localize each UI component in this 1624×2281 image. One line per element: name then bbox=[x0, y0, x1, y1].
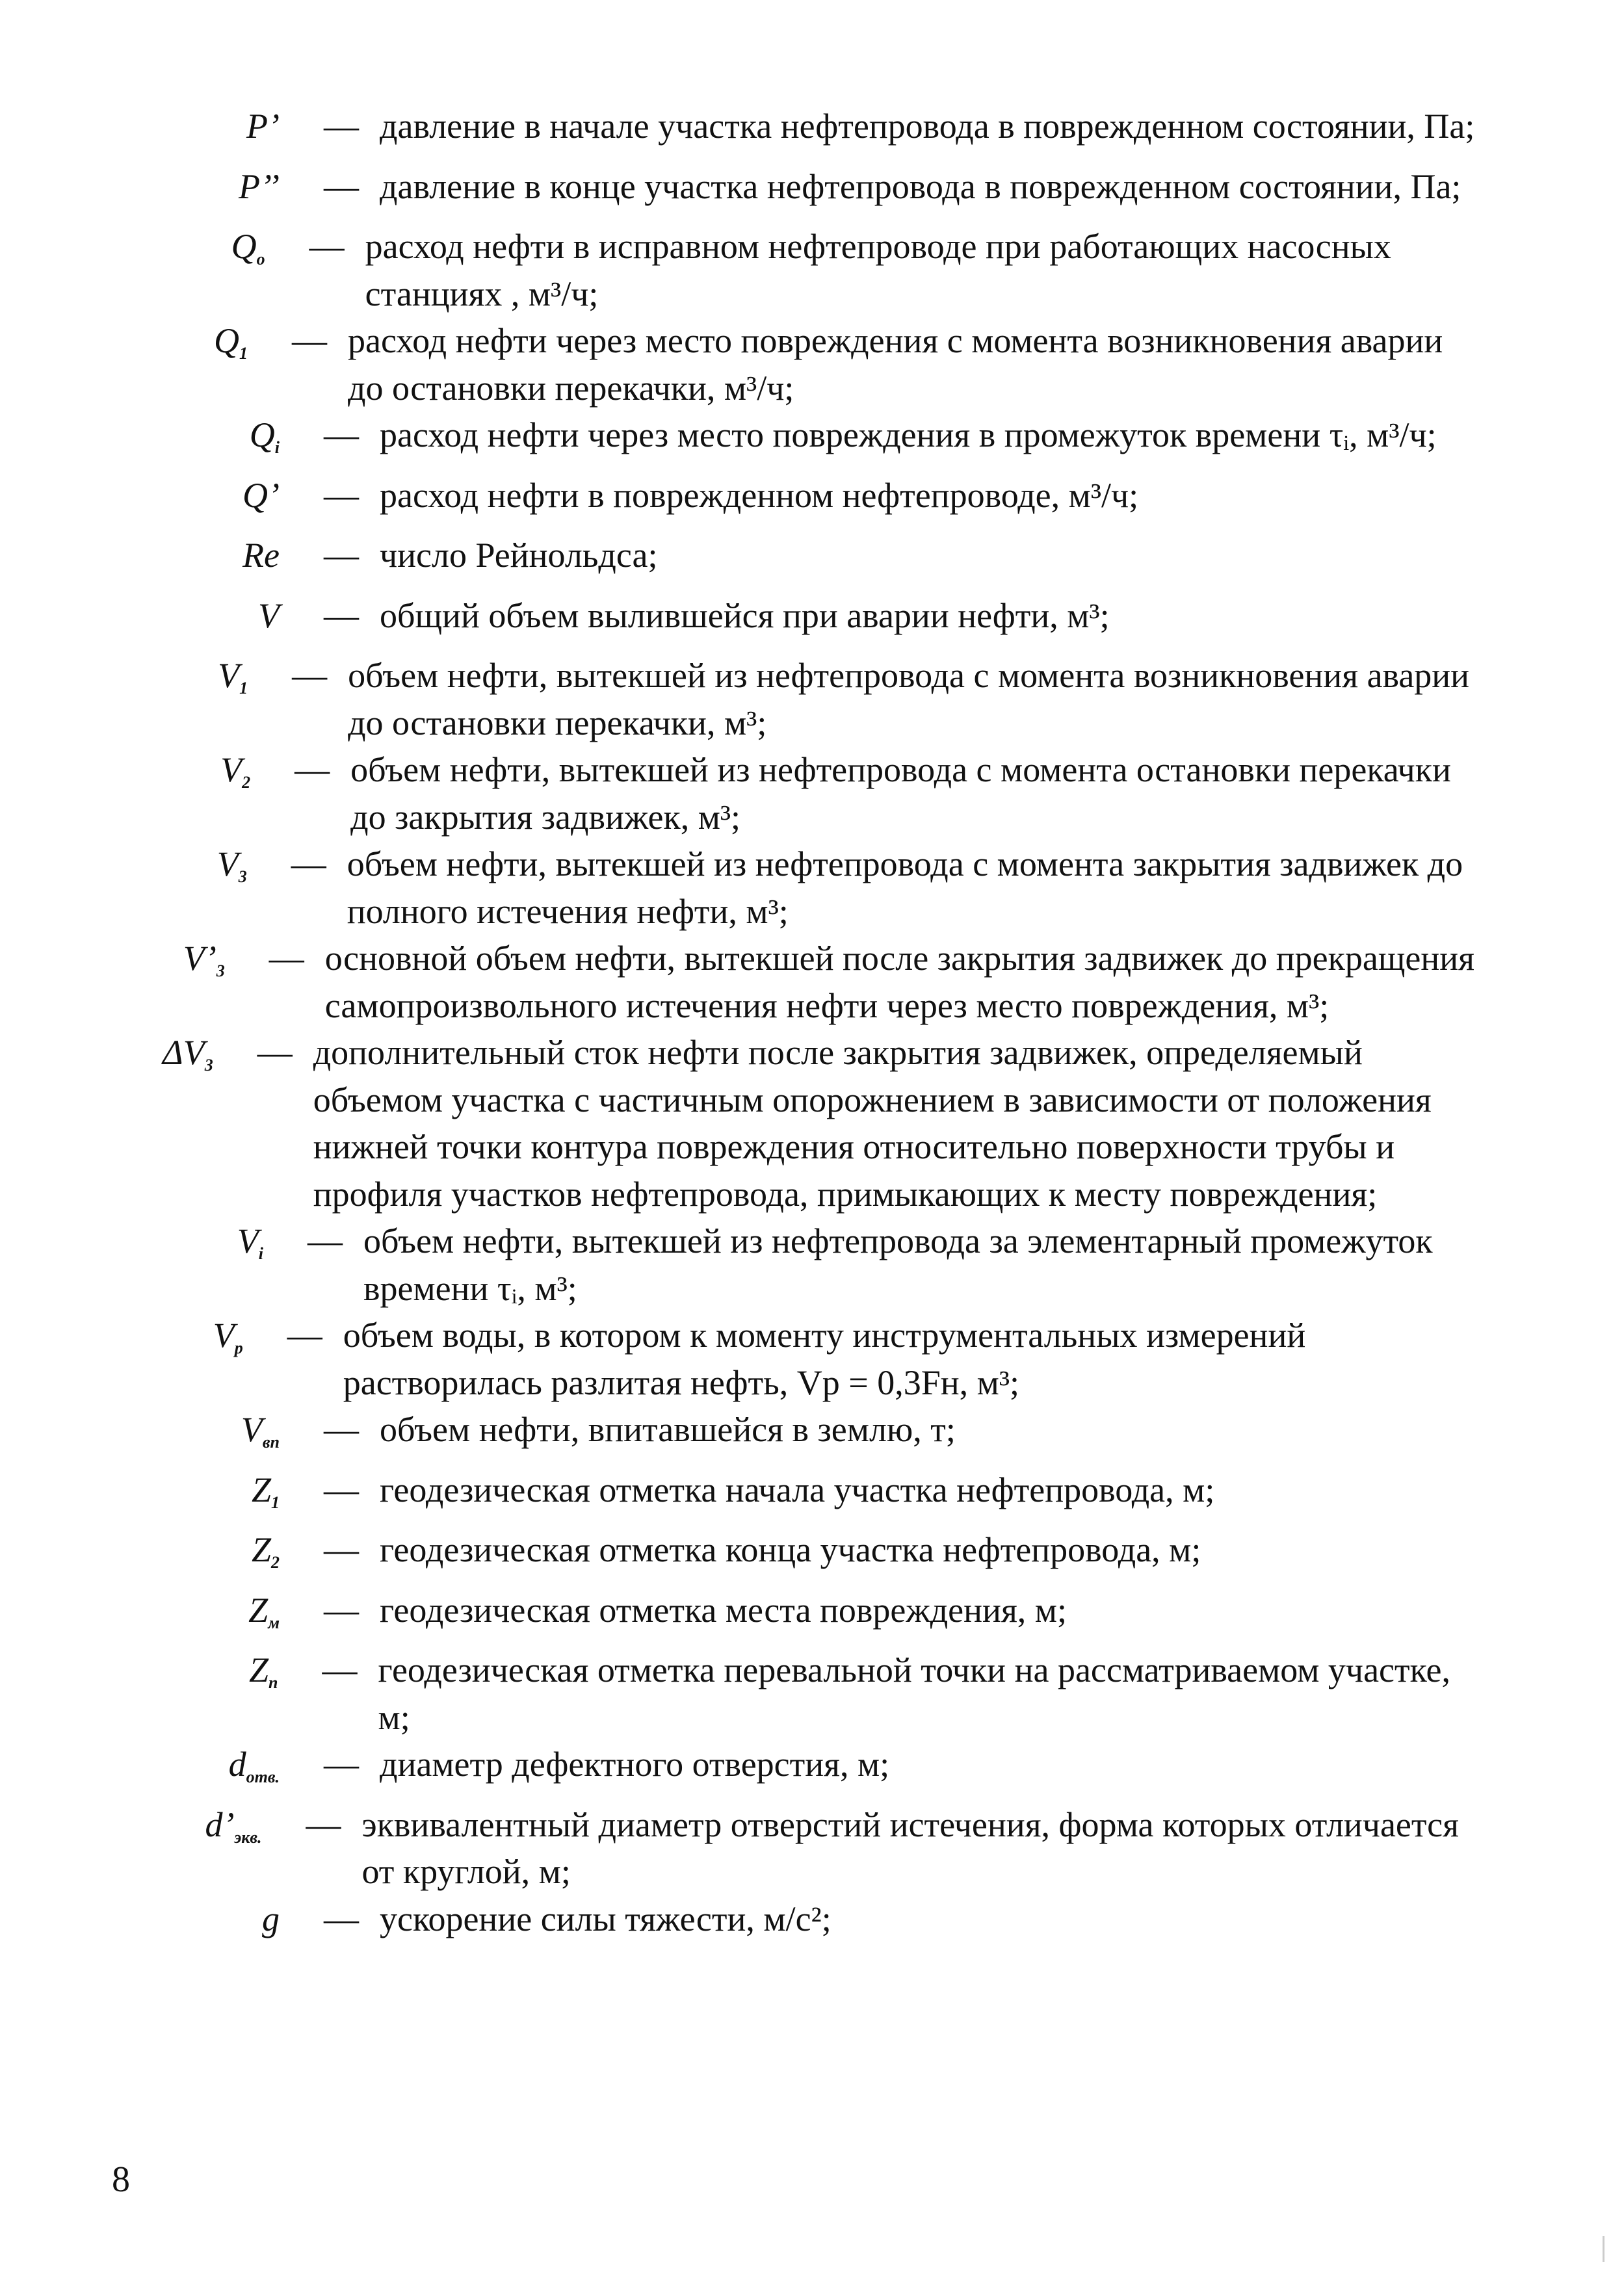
symbol bbox=[163, 317, 274, 378]
symbol bbox=[163, 841, 273, 901]
symbol-description: эквивалентный диаметр отверстий истечения, форма которых отличается от круглой, м; bbox=[361, 1805, 1459, 1891]
symbol-entry bbox=[163, 411, 1476, 472]
symbol-entry bbox=[163, 746, 1476, 841]
em-dash: — bbox=[324, 536, 359, 575]
symbol-subscript: о bbox=[256, 250, 265, 268]
symbol-main: V bbox=[237, 1221, 259, 1260]
em-dash: — bbox=[322, 1650, 358, 1689]
symbol-entry bbox=[163, 163, 1476, 224]
symbol-description: основной объем нефти, вытекшей после закрытия задвижек до прекращения самопроизвольного истечения нефти через место повреждения, м³; bbox=[324, 939, 1475, 1025]
symbol-main: d bbox=[228, 1745, 246, 1784]
symbol-entry bbox=[163, 223, 1476, 317]
em-dash: — bbox=[292, 656, 328, 695]
em-dash: — bbox=[324, 1745, 359, 1784]
symbol-entry bbox=[163, 1218, 1476, 1312]
symbol-description: геодезическая отметка начала участка нефтепровода, м; bbox=[380, 1470, 1215, 1509]
symbol-description: геодезическая отметка перевальной точки на рассматриваемом участке, м; bbox=[378, 1650, 1450, 1737]
em-dash: — bbox=[324, 1530, 359, 1569]
symbol-entry bbox=[163, 317, 1476, 411]
symbol-description: ускорение силы тяжести, м/с²; bbox=[380, 1899, 832, 1938]
symbol bbox=[163, 1896, 306, 1956]
em-dash: — bbox=[257, 1033, 293, 1072]
symbol-entry bbox=[163, 1406, 1476, 1466]
symbol-main: Q bbox=[231, 227, 257, 266]
symbol-subscript: р bbox=[234, 1338, 243, 1357]
symbol bbox=[163, 1312, 269, 1372]
symbol-subscript: п bbox=[268, 1673, 278, 1692]
em-dash: — bbox=[324, 1590, 359, 1630]
symbol-description: объем нефти, вытекшей из нефтепровода с момента закрытия задвижек до полного истечения нефти, м³; bbox=[347, 844, 1463, 931]
em-dash: — bbox=[268, 939, 304, 978]
symbol-description: давление в начале участка нефтепровода в поврежденном состоянии, Па; bbox=[380, 107, 1475, 146]
symbol-entry bbox=[163, 1896, 1476, 1956]
symbol-main: Z bbox=[249, 1650, 269, 1689]
symbol bbox=[163, 103, 306, 163]
symbol-entry bbox=[163, 1526, 1476, 1587]
symbol-main: Z bbox=[251, 1530, 271, 1569]
symbol-main: d’ bbox=[205, 1805, 235, 1844]
symbol-entry bbox=[163, 592, 1476, 653]
symbol-entry bbox=[163, 1312, 1476, 1406]
em-dash: — bbox=[295, 750, 330, 789]
symbol bbox=[163, 472, 306, 532]
symbol bbox=[163, 1406, 306, 1466]
symbol bbox=[163, 1741, 306, 1801]
symbol-main: Z bbox=[248, 1590, 268, 1630]
symbol-main: V bbox=[218, 656, 240, 695]
symbol-entry bbox=[163, 1587, 1476, 1647]
symbol-description: геодезическая отметка места повреждения, м; bbox=[380, 1590, 1067, 1630]
symbol-description: объем нефти, вытекшей из нефтепровода с момента возникновения аварии до остановки перекачки, м³; bbox=[348, 656, 1470, 742]
symbol-description: дополнительный сток нефти после закрытия задвижек, определяемый объемом участка с частичным опорожнением в зависимости от положения нижней точки контура повреждения относительно поверхности трубы и профиля участков нефтепровода, примыкающих к месту повреждения; bbox=[313, 1033, 1432, 1214]
symbol-entry bbox=[163, 1647, 1476, 1741]
symbol-main: V bbox=[241, 1410, 263, 1449]
symbol-description: общий объем вылившейся при аварии нефти, м³; bbox=[380, 595, 1110, 635]
symbol bbox=[163, 223, 291, 283]
em-dash: — bbox=[309, 227, 345, 266]
em-dash: — bbox=[324, 1470, 359, 1509]
symbol bbox=[163, 1466, 306, 1527]
symbol bbox=[163, 532, 306, 592]
symbol-main: V bbox=[258, 595, 280, 635]
symbol-main: ΔV bbox=[163, 1033, 205, 1072]
symbol-main: Q bbox=[213, 321, 239, 360]
symbol bbox=[163, 652, 274, 712]
symbol bbox=[163, 1801, 288, 1862]
symbol-subscript: экв. bbox=[234, 1827, 262, 1847]
symbol-entry bbox=[163, 1029, 1476, 1218]
symbol-subscript: 3 bbox=[216, 961, 225, 980]
symbol-subscript: 1 bbox=[239, 344, 248, 363]
em-dash: — bbox=[324, 415, 359, 454]
symbol bbox=[163, 1526, 306, 1587]
symbol-subscript: вп bbox=[262, 1433, 280, 1452]
symbol bbox=[163, 1029, 239, 1089]
symbol-subscript: 2 bbox=[271, 1553, 280, 1572]
em-dash: — bbox=[308, 1221, 343, 1260]
em-dash: — bbox=[324, 1899, 359, 1938]
symbol-main: Z bbox=[251, 1470, 271, 1509]
symbol bbox=[163, 411, 306, 472]
symbol-subscript: 1 bbox=[239, 679, 248, 697]
symbol-description: расход нефти в исправном нефтепроводе при работающих насосных станциях , м³/ч; bbox=[365, 227, 1391, 313]
em-dash: — bbox=[324, 107, 359, 146]
symbol-main: V bbox=[213, 1316, 235, 1355]
symbol-description: расход нефти через место повреждения с момента возникновения аварии до остановки перекачки, м³/ч; bbox=[347, 321, 1443, 408]
symbol-description: число Рейнольдса; bbox=[380, 536, 658, 575]
symbol bbox=[163, 1587, 306, 1647]
symbol-description: геодезическая отметка конца участка нефтепровода, м; bbox=[380, 1530, 1201, 1569]
symbol bbox=[163, 592, 306, 653]
symbol-main: V’ bbox=[183, 939, 216, 978]
symbol-description: расход нефти в поврежденном нефтепроводе, м³/ч; bbox=[380, 475, 1139, 515]
em-dash: — bbox=[291, 844, 326, 883]
symbol-entry bbox=[163, 103, 1476, 163]
symbol-main: Q’ bbox=[242, 475, 280, 515]
em-dash: — bbox=[324, 475, 359, 515]
symbol-entry bbox=[163, 841, 1476, 935]
symbol-entry bbox=[163, 935, 1476, 1029]
em-dash: — bbox=[287, 1316, 322, 1355]
symbol-entry bbox=[163, 652, 1476, 746]
symbol-description: диаметр дефектного отверстия, м; bbox=[380, 1745, 890, 1784]
symbol-subscript: 3 bbox=[204, 1056, 213, 1075]
symbol-entry bbox=[163, 472, 1476, 532]
symbol bbox=[163, 163, 306, 224]
symbol-description: объем нефти, вытекшей из нефтепровода с момента остановки перекачки до закрытия задвижек, м³; bbox=[350, 750, 1451, 837]
symbol bbox=[163, 1647, 304, 1707]
symbol-list bbox=[163, 103, 1476, 1955]
symbol-main: g bbox=[262, 1899, 280, 1938]
symbol-subscript: 2 bbox=[242, 773, 251, 792]
symbol-subscript: м bbox=[268, 1613, 280, 1632]
symbol-description: объем нефти, вытекшей из нефтепровода за элементарный промежуток времени τᵢ, м³; bbox=[363, 1221, 1433, 1308]
symbol-subscript: 3 bbox=[238, 867, 247, 886]
symbol-main: V bbox=[216, 844, 239, 883]
symbol-subscript: i bbox=[258, 1244, 263, 1263]
symbol-description: объем воды, в котором к моменту инструментальных измерений растворилась разлитая нефть, Vр = 0,3Fн, м³; bbox=[343, 1316, 1306, 1402]
scan-edge-mark bbox=[1603, 2236, 1604, 2262]
symbol-description: расход нефти через место повреждения в промежуток времени τᵢ, м³/ч; bbox=[380, 415, 1437, 454]
symbol-main: P’’ bbox=[239, 166, 280, 206]
symbol-entry bbox=[163, 1801, 1476, 1896]
symbol-main: V bbox=[220, 750, 242, 789]
symbol-subscript: отв. bbox=[246, 1767, 280, 1786]
em-dash: — bbox=[291, 321, 327, 360]
page-number: 8 bbox=[112, 2159, 130, 2200]
symbol bbox=[163, 935, 251, 995]
em-dash: — bbox=[306, 1805, 341, 1844]
symbol-entry bbox=[163, 1466, 1476, 1527]
em-dash: — bbox=[324, 166, 359, 206]
symbol-subscript: 1 bbox=[271, 1492, 280, 1512]
symbol-subscript: i bbox=[274, 438, 280, 457]
symbol-entry bbox=[163, 532, 1476, 592]
symbol-main: Re bbox=[242, 536, 280, 575]
symbol bbox=[163, 746, 276, 807]
symbol-entry bbox=[163, 1741, 1476, 1801]
symbol bbox=[163, 1218, 289, 1278]
symbol-main: Q bbox=[249, 415, 275, 454]
symbol-description: давление в конце участка нефтепровода в поврежденном состоянии, Па; bbox=[380, 166, 1461, 206]
symbol-main: P’ bbox=[246, 107, 280, 146]
em-dash: — bbox=[324, 1410, 359, 1449]
symbol-description: объем нефти, впитавшейся в землю, т; bbox=[380, 1410, 956, 1449]
em-dash: — bbox=[324, 595, 359, 635]
